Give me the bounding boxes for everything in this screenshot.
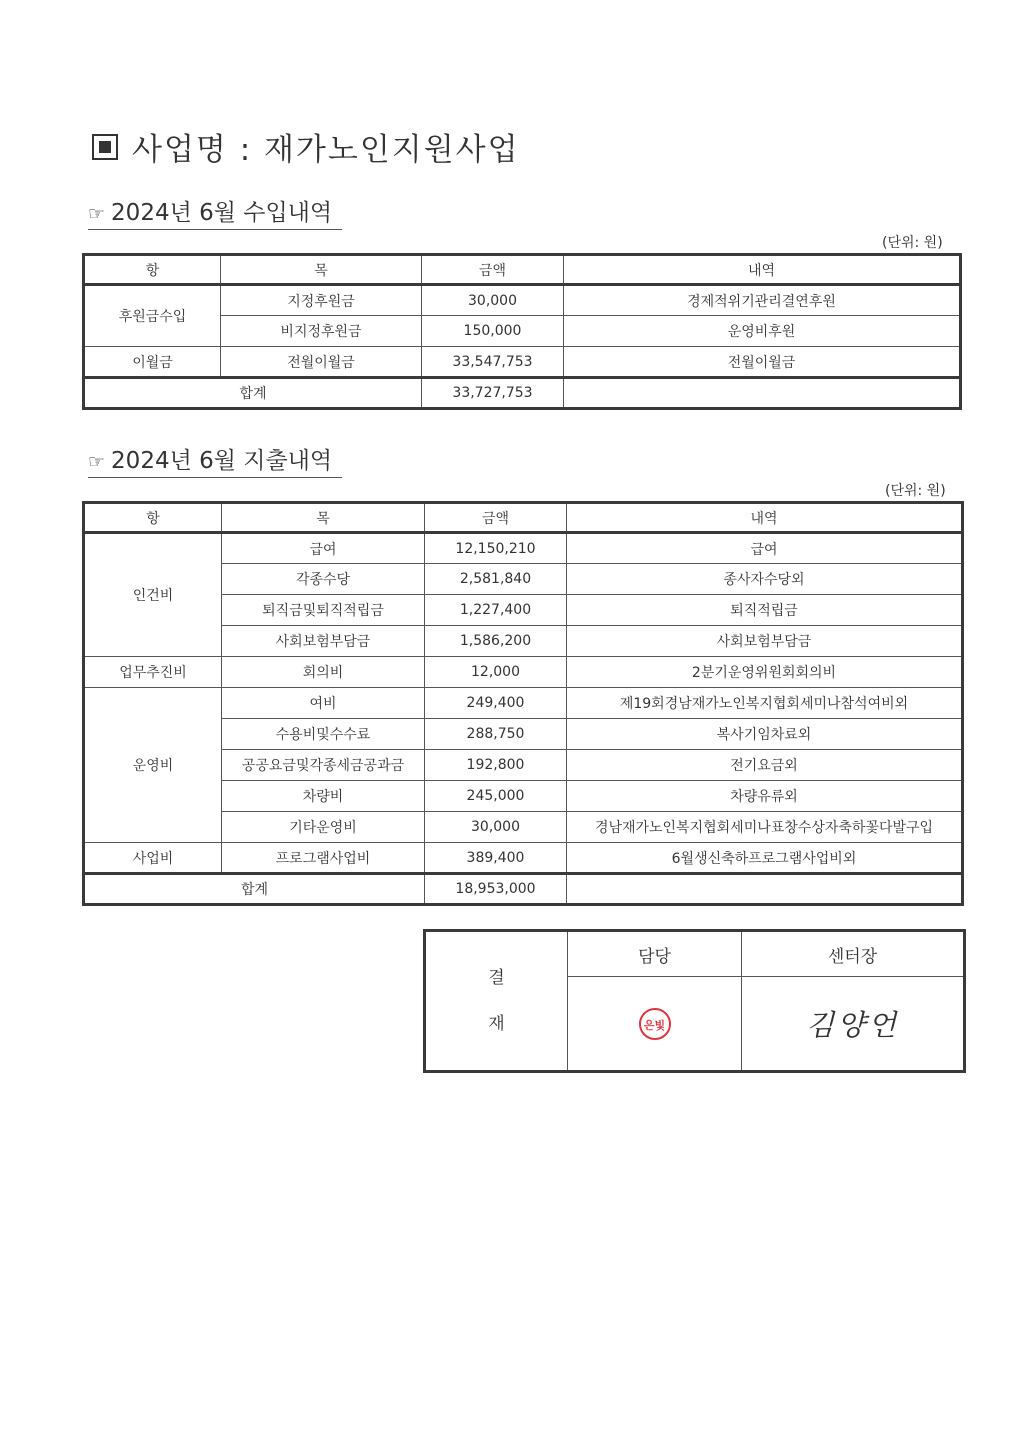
amount-cell: 1,227,400 [425,595,567,626]
amount-cell: 30,000 [422,285,564,316]
column-header: 내역 [564,255,961,285]
table-row [84,657,963,688]
detail-cell: 6월생신축하프로그램사업비외 [567,843,963,874]
detail-cell: 전기요금외 [567,750,963,781]
detail-cell: 급여 [567,533,963,564]
column-header: 금액 [422,255,564,285]
total-label: 합계 [84,378,422,409]
category-cell: 업무추진비 [84,657,222,688]
item-cell: 급여 [222,533,425,564]
amount-cell: 33,547,753 [422,347,564,378]
column-header: 목 [222,503,425,533]
detail-cell: 경제적위기관리결연후원 [564,285,961,316]
item-cell: 각종수당 [222,564,425,595]
item-cell: 차량비 [222,781,425,812]
table-row [84,533,963,564]
item-cell: 프로그램사업비 [222,843,425,874]
amount-cell: 249,400 [425,688,567,719]
amount-cell: 245,000 [425,781,567,812]
amount-cell: 288,750 [425,719,567,750]
detail-cell: 운영비후원 [564,316,961,347]
total-row [84,378,961,409]
table-row [84,688,963,719]
detail-cell: 복사기임차료외 [567,719,963,750]
total-amount: 18,953,000 [425,874,567,905]
column-header: 목 [221,255,422,285]
detail-cell: 퇴직적립금 [567,595,963,626]
total-empty-cell [567,874,963,905]
item-cell: 퇴직금및퇴직적립금 [222,595,425,626]
director-signature: 김양언 [805,1008,900,1042]
amount-cell: 2,581,840 [425,564,567,595]
total-row [84,874,963,905]
category-cell: 사업비 [84,843,222,874]
table-row [84,843,963,874]
category-cell: 후원금수입 [84,285,221,347]
pointing-hand-icon: ☞ [88,451,106,473]
table-header-row [84,503,963,533]
item-cell: 지정후원금 [221,285,422,316]
income-unit-label: (단위: 원) [882,235,943,251]
role-staff: 담당 [568,931,742,977]
amount-cell: 150,000 [422,316,564,347]
category-cell: 이월금 [84,347,221,378]
page-title-text: 사업명 : 재가노인지원사업 [132,132,520,168]
total-empty-cell [564,378,961,409]
item-cell: 기타운영비 [222,812,425,843]
amount-cell: 12,000 [425,657,567,688]
approval-label-top: 결 [488,968,505,988]
pointing-hand-icon: ☞ [88,203,106,225]
approval-label [425,931,568,1072]
detail-cell: 사회보험부담금 [567,626,963,657]
column-header: 금액 [425,503,567,533]
detail-cell: 경남재가노인복지협회세미나표창수상자축하꽃다발구입 [567,812,963,843]
column-header: 항 [84,255,221,285]
detail-cell: 종사자수당외 [567,564,963,595]
amount-cell: 389,400 [425,843,567,874]
total-label: 합계 [84,874,425,905]
category-cell: 인건비 [84,533,222,657]
amount-cell: 30,000 [425,812,567,843]
detail-cell: 2분기운영위원회회의비 [567,657,963,688]
amount-cell: 192,800 [425,750,567,781]
approval-label-bottom: 재 [488,1014,505,1034]
table-row [84,285,961,316]
page-title [92,124,520,169]
detail-cell: 전월이월금 [564,347,961,378]
amount-cell: 12,150,210 [425,533,567,564]
table-header-row [84,255,961,285]
table-row [84,347,961,378]
item-cell: 수용비및수수료 [222,719,425,750]
expense-table [82,501,964,906]
column-header: 항 [84,503,222,533]
item-cell: 여비 [222,688,425,719]
item-cell: 회의비 [222,657,425,688]
column-header: 내역 [567,503,963,533]
detail-cell: 차량유류외 [567,781,963,812]
director-signature-cell [742,977,965,1072]
amount-cell: 1,586,200 [425,626,567,657]
expense-unit-label: (단위: 원) [885,483,946,499]
item-cell: 전월이월금 [221,347,422,378]
item-cell: 사회보험부담금 [222,626,425,657]
income-heading: ☞ 2024년 6월 수입내역 [88,194,342,230]
total-amount: 33,727,753 [422,378,564,409]
detail-cell: 제19회경남재가노인복지협회세미나참석여비외 [567,688,963,719]
item-cell: 공공요금및각종세금공과금 [222,750,425,781]
income-table [82,253,962,410]
approval-box [423,929,966,1073]
category-cell: 운영비 [84,688,222,843]
filled-square-icon [92,134,118,160]
staff-stamp-cell [568,977,742,1072]
role-director: 센터장 [742,931,965,977]
expense-heading: ☞ 2024년 6월 지출내역 [88,442,342,478]
item-cell: 비지정후원금 [221,316,422,347]
seal-stamp-icon: 은빛 [639,1008,671,1040]
